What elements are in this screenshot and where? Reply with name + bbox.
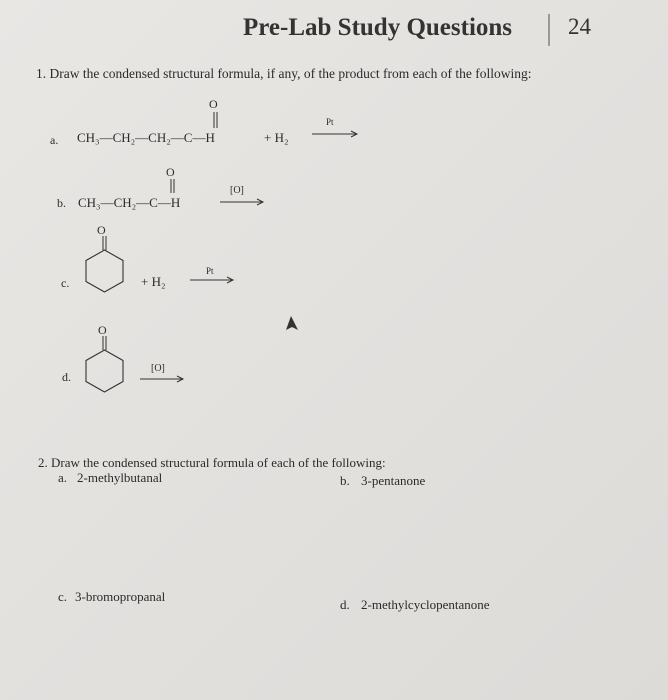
mouse-cursor-icon <box>281 314 301 334</box>
question-2d-name: 2-methylcyclopentanone <box>361 597 490 612</box>
reaction-a-carbonyl-oxygen: O <box>209 97 218 111</box>
question-2a-label: a. <box>58 470 68 485</box>
reaction-d-label: d. <box>62 370 71 384</box>
cyclohexanone-ring-c <box>84 236 134 304</box>
title-divider <box>548 14 550 46</box>
reaction-b-double-bond <box>167 179 179 195</box>
reaction-b-arrow <box>220 197 266 207</box>
reaction-c-label: c. <box>61 276 70 290</box>
reaction-c-reagent: + H₂ <box>141 274 166 289</box>
reaction-b-chain: CH₃—CH₂—C—H <box>78 195 181 210</box>
cyclohexanone-ring-d <box>84 336 134 404</box>
reaction-a-chain: CH₃—CH₂—CH₂—C—H <box>77 130 215 145</box>
reaction-a-label: a. <box>50 133 59 147</box>
question-2a-name: 2-methylbutanal <box>77 470 163 485</box>
reaction-d-arrow <box>140 374 186 384</box>
question-2c-label: c. <box>58 589 68 604</box>
reaction-a-arrow-label: Pt <box>326 117 334 127</box>
reaction-b-carbonyl-oxygen: O <box>166 165 175 179</box>
reaction-a-double-bond <box>210 112 222 130</box>
reaction-a-reagent: + H₂ <box>264 130 289 145</box>
question-2b-label: b. <box>340 473 350 488</box>
reaction-b-label: b. <box>57 196 66 210</box>
question-2c-name: 3-bromopropanal <box>75 589 166 604</box>
question-2-prompt: 2. Draw the condensed structural formula of each of the following: <box>38 455 386 470</box>
reaction-a-arrow <box>312 129 360 139</box>
question-1-prompt: 1. Draw the condensed structural formula, if any, of the product from each of the following: <box>36 66 532 81</box>
reaction-b-arrow-label: [O] <box>230 185 244 196</box>
question-2d-label: d. <box>340 597 350 612</box>
page-number: 24 <box>568 14 591 39</box>
reaction-d-carbonyl-oxygen: O <box>98 323 107 337</box>
reaction-c-carbonyl-oxygen: O <box>97 223 106 237</box>
question-2b-name: 3-pentanone <box>361 473 426 488</box>
reaction-c-arrow-label: Pt <box>206 266 214 276</box>
reaction-c-arrow <box>190 275 236 285</box>
page-title: Pre-Lab Study Questions <box>243 14 513 41</box>
reaction-d-arrow-label: [O] <box>151 363 165 374</box>
